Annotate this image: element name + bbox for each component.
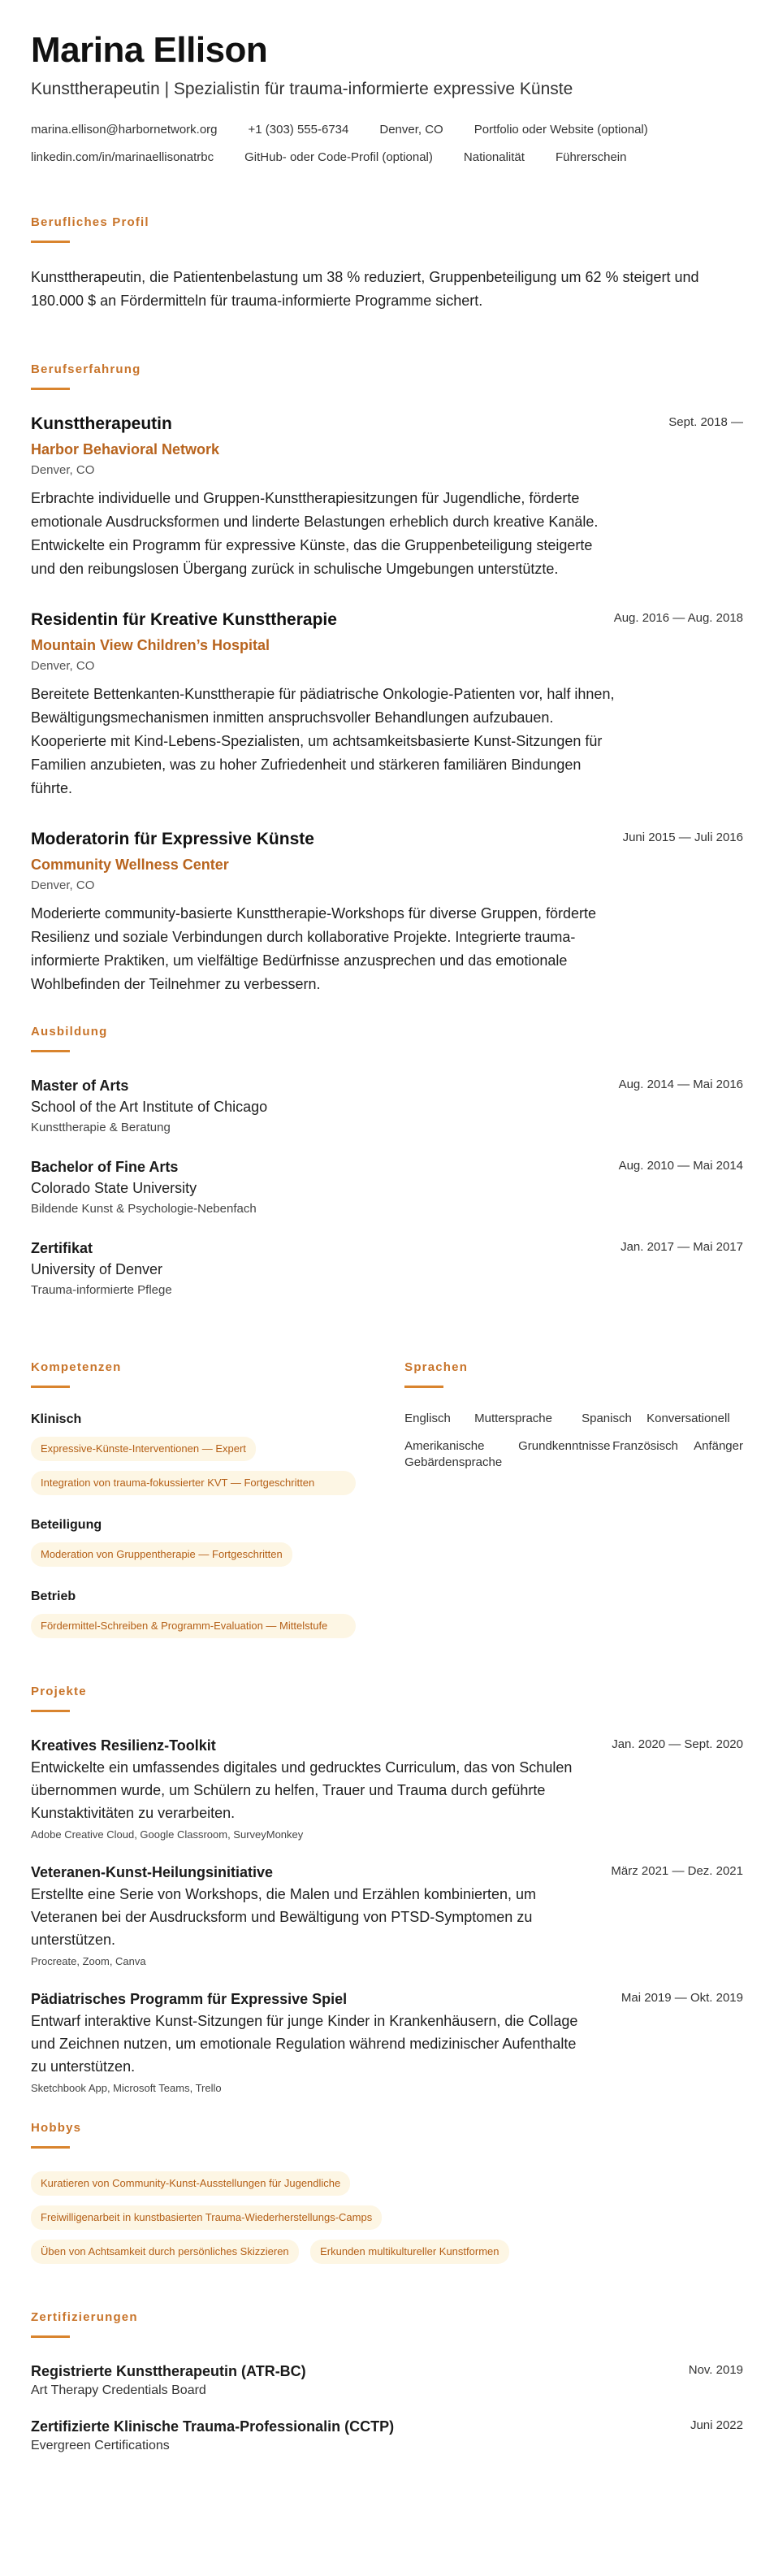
skill-tag: Fördermittel-Schreiben & Programm-Evaluation — Mittelstufe [31,1614,356,1638]
education-field: Trauma-informierte Pflege [31,1283,172,1297]
section-title: Kompetenzen [31,1360,122,1374]
project-tools: Sketchbook App, Microsoft Teams, Trello [31,2082,222,2094]
project-entry [31,1862,743,1969]
education-date: Jan. 2017 — Mai 2017 [620,1240,743,1254]
certification-issuer: Art Therapy Credentials Board [31,2383,206,2397]
education-field: Bildende Kunst & Psychologie-Nebenfach [31,1202,257,1216]
candidate-headline: Kunsttherapeutin | Spezialistin für trauma-informierte expressive Künste [31,80,573,98]
certification-name: Zertifizierte Klinische Trauma-Professionalin (CCTP) [31,2418,395,2435]
language-level: Muttersprache [474,1412,552,1425]
project-tools: Adobe Creative Cloud, Google Classroom, SurveyMonkey [31,1828,304,1841]
section-divider [31,1710,70,1712]
project-title: Veteranen-Kunst-Heilungsinitiative [31,1864,274,1880]
job-date: Aug. 2016 — Aug. 2018 [613,611,743,625]
language-row [404,1411,743,1427]
project-description: Erstellte eine Serie von Workshops, die Malen und Erzählen kombinierten, um Veteranen bei der Ausdrucksform und Bewältigung von PTSD-Symptomen zu unterstützen. [31,1886,536,1948]
hobby-tag: Freiwilligenarbeit in kunstbasierten Trauma-Wiederherstellungs-Camps [31,2205,382,2230]
contact-nationality: Nationalität [463,150,525,164]
job-company: Mountain View Children’s Hospital [31,637,270,653]
education-school: Colorado State University [31,1180,197,1196]
contact-phone[interactable]: +1 (303) 555-6734 [248,123,349,137]
education-section [31,1024,743,1299]
language-row [404,1438,743,1471]
hobby-tag: Erkunden multikultureller Kunstformen [310,2240,508,2264]
skills-languages-row [31,1319,743,1659]
education-degree: Bachelor of Fine Arts [31,1159,179,1175]
job-location: Denver, CO [31,463,95,477]
education-date: Aug. 2010 — Mai 2014 [618,1159,743,1173]
section-divider [31,2146,70,2149]
section-divider [404,1386,443,1388]
skill-group [31,1411,396,1505]
language-name: Spanisch [582,1412,632,1425]
project-entry [31,1988,743,2096]
section-title: Berufserfahrung [31,362,141,376]
project-tools: Procreate, Zoom, Canva [31,1955,146,1967]
skill-tag: Integration von trauma-fokussierter KVT — Fortgeschritten [31,1471,356,1495]
education-degree: Zertifikat [31,1240,93,1256]
job-location: Denver, CO [31,878,95,892]
section-divider [31,241,70,243]
language-level: Konversationell [646,1412,730,1425]
skill-category: Beteiligung [31,1518,102,1532]
section-divider [31,1050,70,1052]
education-date: Aug. 2014 — Mai 2016 [618,1078,743,1091]
job-title: Moderatorin für Expressive Künste [31,830,314,848]
education-field: Kunsttherapie & Beratung [31,1121,171,1134]
language-name: Englisch [404,1412,451,1425]
language-level: Anfänger [694,1439,743,1453]
hobby-tag: Üben von Achtsamkeit durch persönliches Skizzieren [31,2240,299,2264]
job-entry [31,828,743,996]
project-description: Entwickelte ein umfassendes digitales und gedrucktes Curriculum, das von Schulen übernommen wurde, um Schülern zu helfen, Trauer und Trauma durch geführte Kunstaktivitäten zu verarbeiten. [31,1759,573,1821]
resume-header [31,29,743,166]
contact-location: Denver, CO [379,123,443,137]
project-title: Pädiatrisches Programm für Expressive Spiel [31,1991,348,2007]
skill-tag: Expressive-Künste-Interventionen — Expert [31,1437,256,1461]
section-divider [31,1386,70,1388]
section-divider [31,388,70,390]
job-location: Denver, CO [31,659,95,673]
languages-section [404,1319,743,1659]
certification-date: Nov. 2019 [688,2363,743,2377]
job-title: Residentin für Kreative Kunsttherapie [31,610,337,629]
skills-section [31,1319,396,1659]
hobbies-section [31,2120,743,2274]
education-entry [31,1156,743,1218]
job-entry [31,609,743,800]
certification-name: Registrierte Kunsttherapeutin (ATR-BC) [31,2363,306,2379]
education-school: University of Denver [31,1261,163,1277]
language-level: Grundkenntnisse [518,1439,611,1453]
profile-text: Kunsttherapeutin, die Patientenbelastung um 38 % reduziert, Gruppenbeteiligung um 62 % steigert und 180.000 $ an Fördermitteln für trauma-informierte Programme sichert. [31,269,699,309]
contact-portfolio[interactable]: Portfolio oder Website (optional) [473,123,648,137]
job-company: Harbor Behavioral Network [31,441,220,458]
project-date: März 2021 — Dez. 2021 [611,1864,743,1878]
certification-entry [31,2416,743,2455]
profile-section [31,215,743,313]
section-title: Zertifizierungen [31,2310,138,2324]
job-date: Juni 2015 — Juli 2016 [622,830,743,844]
skill-tag: Moderation von Gruppentherapie — Fortgeschritten [31,1542,292,1567]
education-entry [31,1075,743,1137]
skill-category: Betrieb [31,1589,76,1603]
section-title: Hobbys [31,2121,82,2135]
job-description: Bereitete Bettenkanten-Kunsttherapie für pädiatrische Onkologie-Patienten vor, half ihnen, Bewältigungsmechanismen inmitten anspruchsvoller Behandlungen aufzubauen. Kooperierte mit Kind-Lebens-Spezialisten, um achtsamkeitsbasierte Kunst-Sitzungen für Familien anzubieten, was zu hoher Zufriedenheit und stärkeren familiären Bindungen führte. [31,686,615,796]
certifications-section [31,2309,743,2455]
candidate-name: Marina Ellison [31,30,268,70]
certification-date: Juni 2022 [690,2418,743,2432]
hobby-tag: Kuratieren von Community-Kunst-Ausstellungen für Jugendliche [31,2171,350,2196]
job-description: Moderierte community-basierte Kunsttherapie-Workshops für diverse Gruppen, förderte Resilienz und soziale Verbindungen durch kollaborative Projekte. Integrierte trauma-informierte Praktiken, um vielfältige Bedürfnisse anzusprechen und das emotionale Wohlbefinden der Teilnehmer zu verbessern. [31,905,596,992]
certification-issuer: Evergreen Certifications [31,2439,170,2452]
job-date: Sept. 2018 — [668,415,743,429]
skill-group [31,1516,396,1576]
section-title: Ausbildung [31,1025,108,1039]
projects-section [31,1684,743,2096]
education-school: School of the Art Institute of Chicago [31,1099,268,1115]
skill-group [31,1588,396,1648]
language-name: Amerikanische Gebärdensprache [404,1439,503,1469]
experience-section [31,362,743,996]
job-description: Erbrachte individuelle und Gruppen-Kunsttherapiesitzungen für Jugendliche, förderte emotionale Ausdrucksformen und linderte Belastungen erheblich durch kreative Kanäle. Entwickelte ein Programm für expressive Künste, das die Gruppenbeteiligung steigerte und den reibungslosen Übergang zurück in schulische Umgebungen unterstützte. [31,490,599,577]
contact-github[interactable]: GitHub- oder Code-Profil (optional) [244,150,433,164]
project-date: Mai 2019 — Okt. 2019 [620,1991,743,2005]
section-title: Projekte [31,1685,87,1698]
contact-license: Führerschein [555,150,627,164]
section-title: Berufliches Profil [31,215,149,229]
project-description: Entwarf interaktive Kunst-Sitzungen für junge Kinder in Krankenhäusern, die Collage und Zeichnen nutzen, um emotionale Regulation während medizinischer Aufenthalte zu unterstützen. [31,2013,578,2075]
education-degree: Master of Arts [31,1078,129,1094]
contact-email[interactable]: marina.ellison@harbornetwork.org [31,123,218,137]
job-entry [31,413,743,581]
language-name: Französisch [612,1439,678,1453]
section-title: Sprachen [404,1360,469,1374]
skill-category: Klinisch [31,1412,82,1426]
project-title: Kreatives Resilienz-Toolkit [31,1737,216,1754]
education-entry [31,1238,743,1299]
project-date: Jan. 2020 — Sept. 2020 [612,1737,743,1751]
certification-entry [31,2361,743,2400]
job-company: Community Wellness Center [31,856,229,873]
contact-linkedin[interactable]: linkedin.com/in/marinaellisonatrbc [31,150,214,164]
section-divider [31,2335,70,2338]
project-entry [31,1735,743,1842]
job-title: Kunsttherapeutin [31,414,172,433]
contact-list [31,122,743,166]
